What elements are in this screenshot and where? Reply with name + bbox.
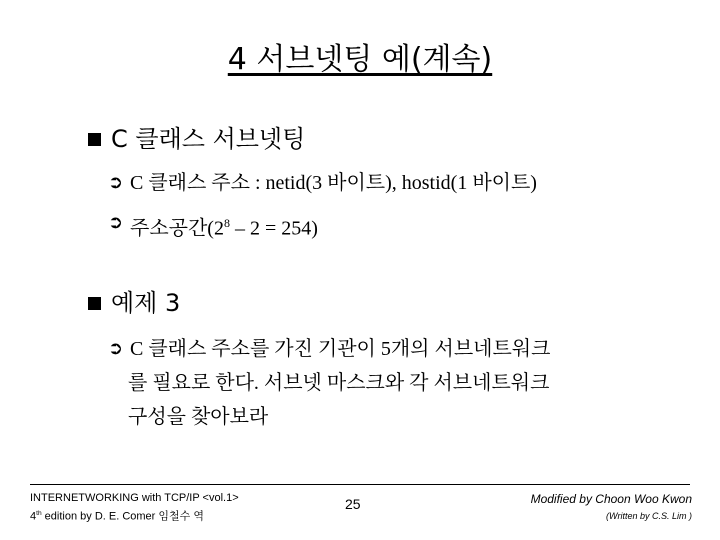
footer-written-by: (Written by C.S. Lim ) (605, 511, 692, 521)
footer-book-title: INTERNETWORKING with TCP/IP <vol.1> (30, 492, 239, 504)
slide-title (0, 42, 720, 78)
square-bullet-icon (88, 133, 101, 146)
section2-item-line-3: 구성을 찾아보라 (128, 406, 269, 428)
item2-pre: 주소공간(2 (130, 217, 224, 240)
section2-heading: 예제 3 (111, 289, 181, 317)
page-number: 25 (345, 496, 361, 512)
section2-bullet (88, 288, 180, 318)
footer-edition-num: 4 (30, 510, 37, 523)
section2-item-line-1: C 클래스 주소를 가진 기관이 5개의 서브네트워크 (130, 338, 551, 360)
square-bullet-icon (88, 297, 101, 310)
item2-sup: 8 (223, 216, 230, 230)
footer-divider (30, 484, 690, 485)
footer-edition-sup: th (36, 510, 42, 517)
section2-item-line-2: 를 필요로 한다. 서브넷 마스크와 각 서브네트워크 (128, 372, 550, 394)
arrow-bullet-icon: ➲ (108, 172, 124, 193)
section1-bullet (88, 124, 305, 154)
section1-item-2 (108, 210, 318, 242)
section2-item-1 (108, 336, 550, 362)
section1-item-2-text (130, 210, 318, 242)
footer-modified-by: Modified by Choon Woo Kwon (530, 492, 692, 506)
footer-left (30, 490, 239, 525)
slide-title-text: 4 서브넷팅 예(계속) (227, 42, 493, 77)
arrow-bullet-icon: ➲ (108, 338, 124, 359)
footer-right (531, 490, 692, 524)
footer-edition-rest: edition by D. E. Comer 임철수 역 (41, 510, 204, 523)
item2-post: – 2 = 254) (229, 217, 318, 240)
footer-edition (30, 506, 239, 525)
section1-heading: C 클래스 서브넷팅 (111, 125, 306, 153)
arrow-bullet-icon: ➲ (108, 212, 124, 233)
section1-item-1 (108, 170, 537, 196)
section1-item-1-text: C 클래스 주소 : netid(3 바이트), hostid(1 바이트) (130, 172, 537, 194)
